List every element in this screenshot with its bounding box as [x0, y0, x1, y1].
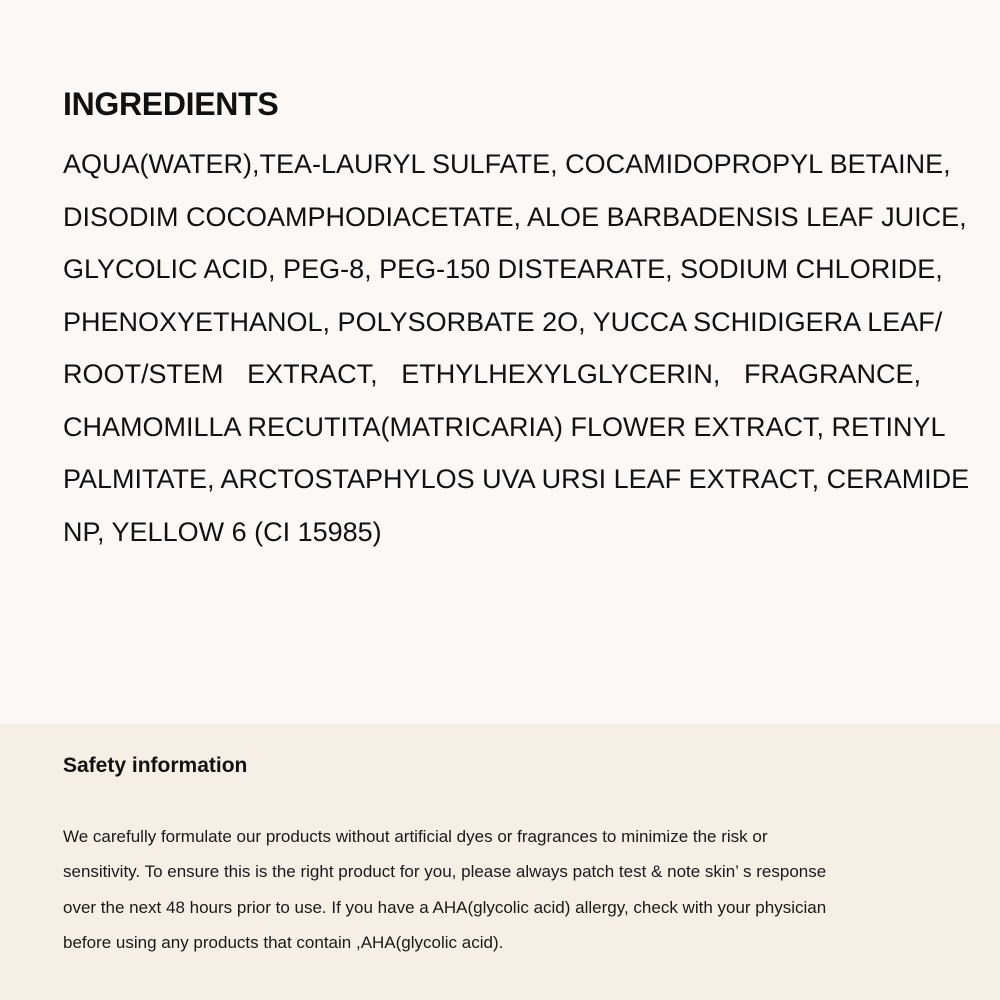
ingredients-line: DISODIM COCOAMPHODIACETATE, ALOE BARBADENSIS LEAF JUICE,: [63, 202, 967, 232]
ingredients-line: CHAMOMILLA RECUTITA(MATRICARIA) FLOWER EXTRACT, RETINYL: [63, 412, 946, 442]
ingredients-title: INGREDIENTS: [63, 86, 279, 122]
ingredients-line: PHENOXYETHANOL, POLYSORBATE 2O, YUCCA SCHIDIGERA LEAF/: [63, 307, 943, 337]
ingredients-section: [63, 84, 970, 720]
safety-line: We carefully formulate our products without artificial dyes or fragrances to minimize the risk or: [63, 827, 768, 846]
ingredients-line: NP, YELLOW 6 (CI 15985): [63, 517, 382, 547]
ingredients-line: GLYCOLIC ACID, PEG-8, PEG-150 DISTEARATE, SODIUM CHLORIDE,: [63, 254, 943, 284]
ingredients-line: PALMITATE, ARCTOSTAPHYLOS UVA URSI LEAF EXTRACT, CERAMIDE: [63, 464, 970, 494]
safety-section: [0, 724, 1000, 1000]
ingredients-line: ROOT/STEM EXTRACT, ETHYLHEXYLGLYCERIN, FRAGRANCE,: [63, 359, 921, 389]
safety-line: over the next 48 hours prior to use. If you have a AHA(glycolic acid) allergy, check with your physician: [63, 898, 827, 917]
safety-title: Safety information: [63, 754, 248, 777]
ingredients-line: AQUA(WATER),TEA-LAURYL SULFATE, COCAMIDOPROPYL BETAINE,: [63, 149, 951, 179]
safety-line: sensitivity. To ensure this is the right product for you, please always patch test & note skin’ s response: [63, 862, 827, 881]
safety-line: before using any products that contain ,AHA(glycolic acid).: [63, 933, 504, 952]
